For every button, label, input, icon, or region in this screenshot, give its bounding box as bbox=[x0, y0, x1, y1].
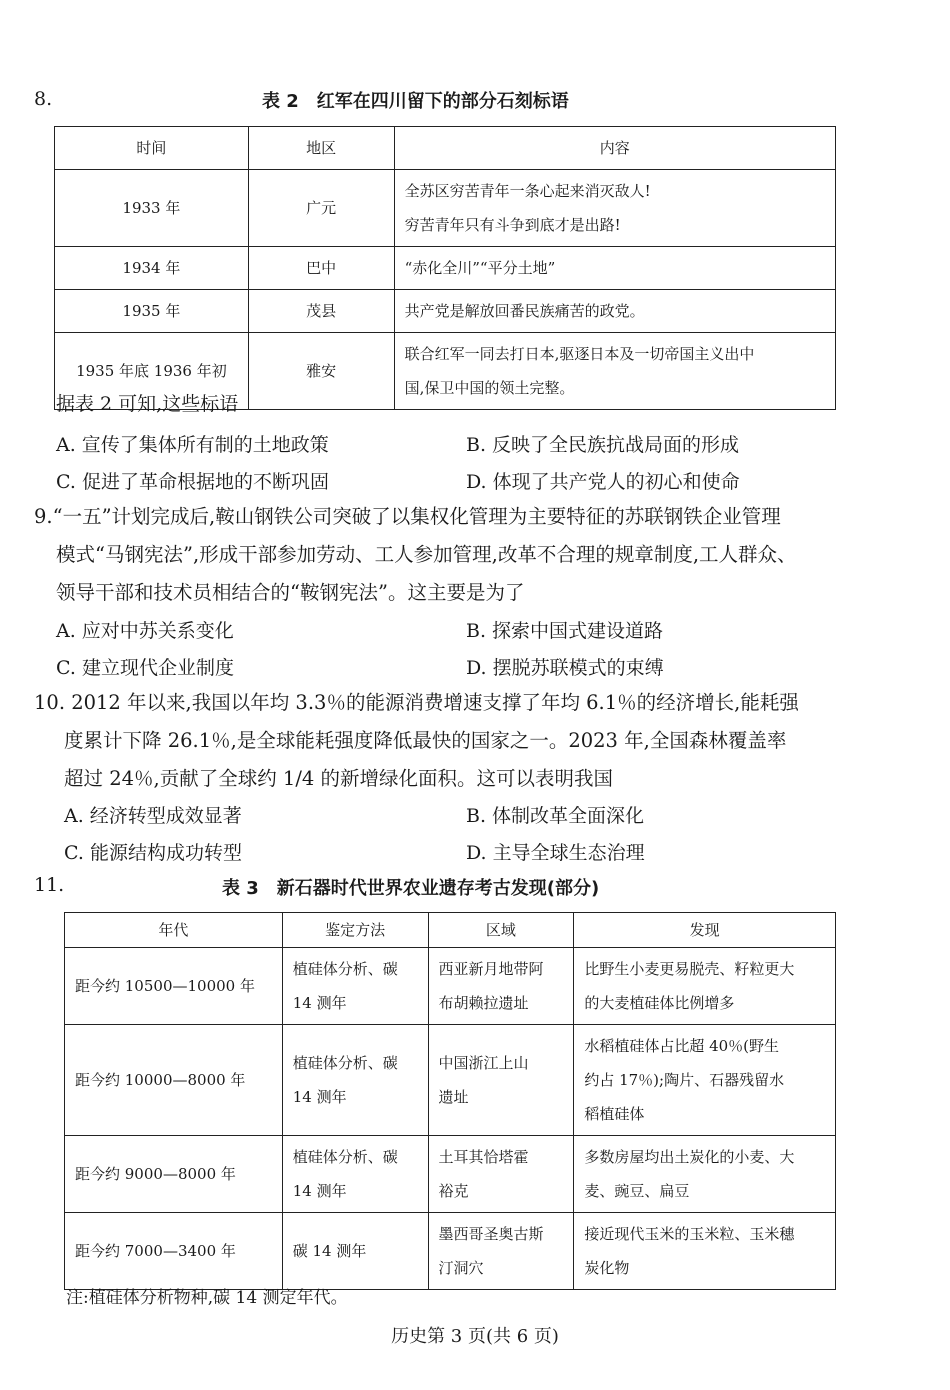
q10-option-d[interactable]: D. 主导全球生态治理 bbox=[466, 842, 645, 864]
q8-option-a[interactable]: A. 宣传了集体所有制的土地政策 bbox=[56, 434, 329, 456]
content-line: 穷苦青年只有斗争到底才是出路! bbox=[404, 216, 621, 234]
cell-line: 稻植硅体 bbox=[584, 1105, 645, 1123]
cell-line: 水稻植硅体占比超 40％(野生 bbox=[584, 1037, 780, 1055]
cell-region: 茂县 bbox=[248, 290, 394, 333]
q8-option-b[interactable]: B. 反映了全民族抗战局面的形成 bbox=[466, 434, 740, 456]
table-row bbox=[55, 170, 836, 247]
q10-option-a[interactable]: A. 经济转型成效显著 bbox=[64, 805, 242, 827]
cell-line: 中国浙江上山 bbox=[438, 1054, 529, 1072]
cell-line: 约占 17％);陶片、石器残留水 bbox=[584, 1071, 785, 1089]
table-row bbox=[65, 1136, 836, 1213]
q9-option-c[interactable]: C. 建立现代企业制度 bbox=[56, 657, 234, 679]
cell-method bbox=[282, 948, 428, 1025]
q9-option-d[interactable]: D. 摆脱苏联模式的束缚 bbox=[466, 657, 664, 679]
cell-time: 1935 年 bbox=[55, 290, 249, 333]
stem-line: 领导干部和技术员相结合的“鞍钢宪法”。这主要是为了 bbox=[56, 581, 525, 604]
table-2 bbox=[54, 126, 836, 410]
header-method: 鉴定方法 bbox=[282, 913, 428, 948]
cell-finding bbox=[574, 1136, 836, 1213]
stem-line: 10. 2012 年以来,我国以年均 3.3％的能源消费增速支撑了年均 6.1％的经济增长,能耗强 bbox=[34, 691, 799, 714]
table-row bbox=[55, 290, 836, 333]
cell-line: 接近现代玉米的玉米粒、玉米穗 bbox=[584, 1225, 795, 1243]
cell-region bbox=[428, 1136, 574, 1213]
page-footer: 历史第 3 页(共 6 页) bbox=[391, 1326, 559, 1347]
header-era: 年代 bbox=[65, 913, 283, 948]
cell-line: 植硅体分析、碳 bbox=[292, 960, 398, 978]
header-content: 内容 bbox=[394, 127, 835, 170]
cell-line: 的大麦植硅体比例增多 bbox=[584, 994, 735, 1012]
header-region: 区域 bbox=[428, 913, 574, 948]
cell-finding bbox=[574, 1025, 836, 1136]
cell-line: 遗址 bbox=[438, 1088, 469, 1106]
q9-option-b[interactable]: B. 探索中国式建设道路 bbox=[466, 620, 664, 642]
cell-content bbox=[394, 333, 835, 410]
cell-line: 裕克 bbox=[438, 1182, 469, 1200]
table-header-row bbox=[55, 127, 836, 170]
header-region: 地区 bbox=[248, 127, 394, 170]
cell-era: 距今约 9000—8000 年 bbox=[65, 1136, 283, 1213]
cell-line: 墨西哥圣奥古斯 bbox=[438, 1225, 544, 1243]
content-line: 国,保卫中国的领土完整。 bbox=[404, 379, 575, 397]
cell-time: 1933 年 bbox=[55, 170, 249, 247]
cell-region bbox=[428, 1213, 574, 1290]
table-2-caption: 表 2 红军在四川留下的部分石刻标语 bbox=[262, 91, 569, 112]
cell-region: 雅安 bbox=[248, 333, 394, 410]
table-row bbox=[55, 247, 836, 290]
cell-line: 植硅体分析、碳 bbox=[292, 1148, 398, 1166]
header-finding: 发现 bbox=[574, 913, 836, 948]
table-row bbox=[65, 1025, 836, 1136]
cell-line: 多数房屋均出土炭化的小麦、大 bbox=[584, 1148, 795, 1166]
stem-line: 模式“马钢宪法”,形成干部参加劳动、工人参加管理,改革不合理的规章制度,工人群众、 bbox=[56, 543, 797, 566]
question-10-stem bbox=[34, 684, 799, 798]
cell-content bbox=[394, 170, 835, 247]
cell-line: 布胡赖拉遗址 bbox=[438, 994, 529, 1012]
cell-finding bbox=[574, 1213, 836, 1290]
cell-content: “赤化全川”“平分土地” bbox=[394, 247, 835, 290]
q8-option-d[interactable]: D. 体现了共产党人的初心和使命 bbox=[466, 471, 740, 493]
cell-method bbox=[282, 1025, 428, 1136]
cell-time: 1935 年底 1936 年初 bbox=[55, 333, 249, 410]
cell-line: 麦、豌豆、扁豆 bbox=[584, 1182, 690, 1200]
stem-line: 9.“一五”计划完成后,鞍山钢铁公司突破了以集权化管理为主要特征的苏联钢铁企业管理 bbox=[34, 505, 781, 528]
cell-era: 距今约 7000—3400 年 bbox=[65, 1213, 283, 1290]
cell-region: 广元 bbox=[248, 170, 394, 247]
question-8-stem: 据表 2 可知,这些标语 bbox=[56, 393, 239, 415]
cell-line: 西亚新月地带阿 bbox=[438, 960, 544, 978]
cell-era: 距今约 10000—8000 年 bbox=[65, 1025, 283, 1136]
q10-option-c[interactable]: C. 能源结构成功转型 bbox=[64, 842, 242, 864]
content-line: 全苏区穷苦青年一条心起来消灭敌人! bbox=[404, 182, 651, 200]
cell-finding bbox=[574, 948, 836, 1025]
content-line: 联合红军一同去打日本,驱逐日本及一切帝国主义出中 bbox=[404, 345, 755, 363]
cell-region: 巴中 bbox=[248, 247, 394, 290]
table-3-note: 注:植硅体分析物种,碳 14 测定年代。 bbox=[66, 1288, 348, 1308]
cell-line: 14 测年 bbox=[292, 994, 347, 1012]
cell-method bbox=[282, 1136, 428, 1213]
cell-region bbox=[428, 1025, 574, 1136]
cell-content: 共产党是解放回番民族痛苦的政党。 bbox=[394, 290, 835, 333]
cell-time: 1934 年 bbox=[55, 247, 249, 290]
q9-option-a[interactable]: A. 应对中苏关系变化 bbox=[56, 620, 234, 642]
cell-region bbox=[428, 948, 574, 1025]
cell-line: 炭化物 bbox=[584, 1259, 630, 1277]
cell-line: 土耳其恰塔霍 bbox=[438, 1148, 529, 1166]
table-3 bbox=[64, 912, 836, 1290]
cell-line: 汀洞穴 bbox=[438, 1259, 484, 1277]
q10-option-b[interactable]: B. 体制改革全面深化 bbox=[466, 805, 645, 827]
cell-method: 碳 14 测年 bbox=[282, 1213, 428, 1290]
table-row bbox=[65, 948, 836, 1025]
stem-line: 度累计下降 26.1％,是全球能耗强度降低最快的国家之一。2023 年,全国森林覆盖率 bbox=[64, 729, 787, 752]
cell-line: 植硅体分析、碳 bbox=[292, 1054, 398, 1072]
table-3-caption: 表 3 新石器时代世界农业遗存考古发现(部分) bbox=[222, 878, 600, 899]
cell-line: 比野生小麦更易脱壳、籽粒更大 bbox=[584, 960, 795, 978]
stem-line: 超过 24％,贡献了全球约 1/4 的新增绿化面积。这可以表明我国 bbox=[64, 767, 613, 790]
cell-line: 14 测年 bbox=[292, 1182, 347, 1200]
table-row bbox=[65, 1213, 836, 1290]
cell-line: 14 测年 bbox=[292, 1088, 347, 1106]
question-8-number: 8. bbox=[34, 88, 53, 110]
table-header-row bbox=[65, 913, 836, 948]
header-time: 时间 bbox=[55, 127, 249, 170]
question-9-stem bbox=[34, 498, 797, 612]
cell-era: 距今约 10500—10000 年 bbox=[65, 948, 283, 1025]
q8-option-c[interactable]: C. 促进了革命根据地的不断巩固 bbox=[56, 471, 329, 493]
question-11-number: 11. bbox=[34, 874, 65, 896]
